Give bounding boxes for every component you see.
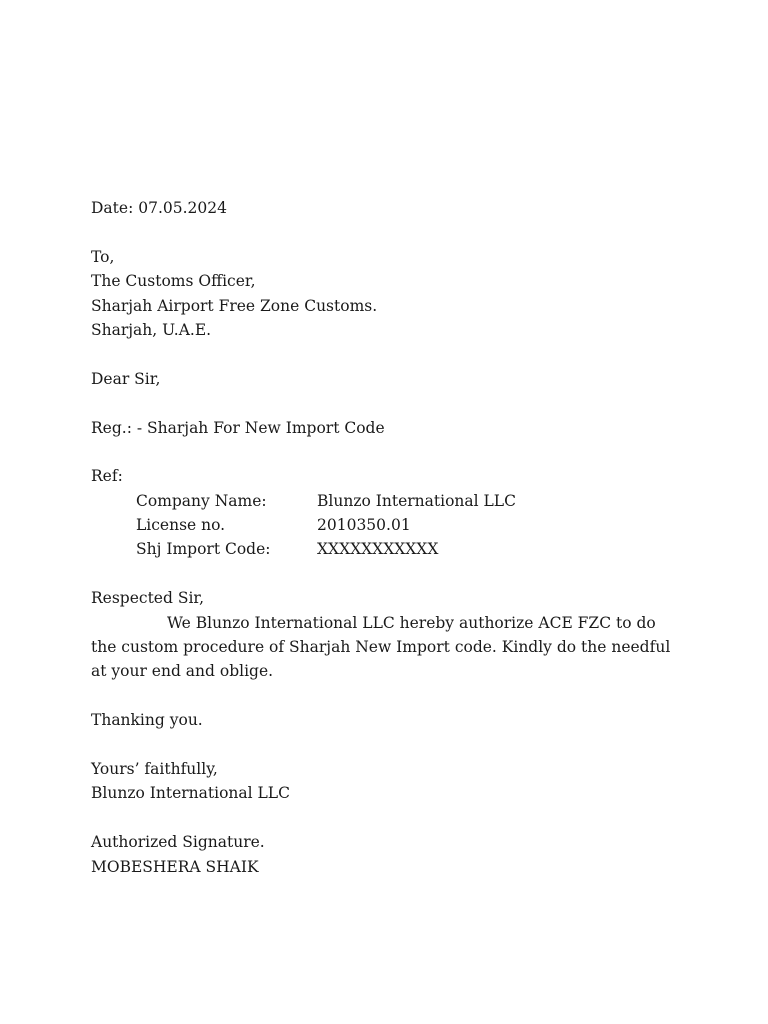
recipient-line-2: Sharjah Airport Free Zone Customs. — [91, 296, 378, 315]
ref-value: Blunzo International LLC — [317, 491, 516, 510]
body-paragraph: We Blunzo International LLC hereby authorize ACE FZC to do the custom procedure of Sharjah New Import code. Kindly do the needful at your end and oblige. — [91, 613, 671, 681]
ref-value: XXXXXXXXXXX — [317, 540, 439, 559]
spacer — [91, 806, 691, 830]
closing-company: Blunzo International LLC — [91, 784, 290, 803]
recipient-to: To, — [91, 247, 115, 266]
ref-value: 2010350.01 — [317, 516, 411, 535]
valediction: Yours’ faithfully, — [91, 760, 218, 779]
recipient-line-3: Sharjah, U.A.E. — [91, 320, 212, 339]
date-line: Date: 07.05.2024 — [91, 199, 227, 217]
recipient-line-1: The Customs Officer, — [91, 272, 256, 291]
spacer — [91, 733, 691, 757]
spacer — [91, 342, 691, 366]
spacer — [91, 562, 691, 586]
ref-row-import-code — [91, 537, 691, 561]
ref-heading: Ref: — [91, 467, 123, 486]
ref-row-company — [91, 489, 691, 513]
letter — [91, 196, 691, 879]
thanks-line: Thanking you. — [91, 711, 203, 730]
subject-line: Reg.: - Sharjah For New Import Code — [91, 418, 385, 437]
signatory-name: MOBESHERA SHAIK — [91, 857, 259, 876]
spacer — [91, 391, 691, 415]
ref-label: Company Name: — [136, 491, 267, 510]
ref-row-license — [91, 513, 691, 537]
spacer — [91, 440, 691, 464]
ref-label: License no. — [136, 516, 226, 535]
ref-label: Shj Import Code: — [136, 540, 271, 559]
spacer — [91, 684, 691, 708]
salutation: Dear Sir, — [91, 369, 161, 388]
spacer — [91, 220, 691, 244]
signature-label: Authorized Signature. — [91, 833, 265, 852]
body-greeting: Respected Sir, — [91, 589, 205, 608]
